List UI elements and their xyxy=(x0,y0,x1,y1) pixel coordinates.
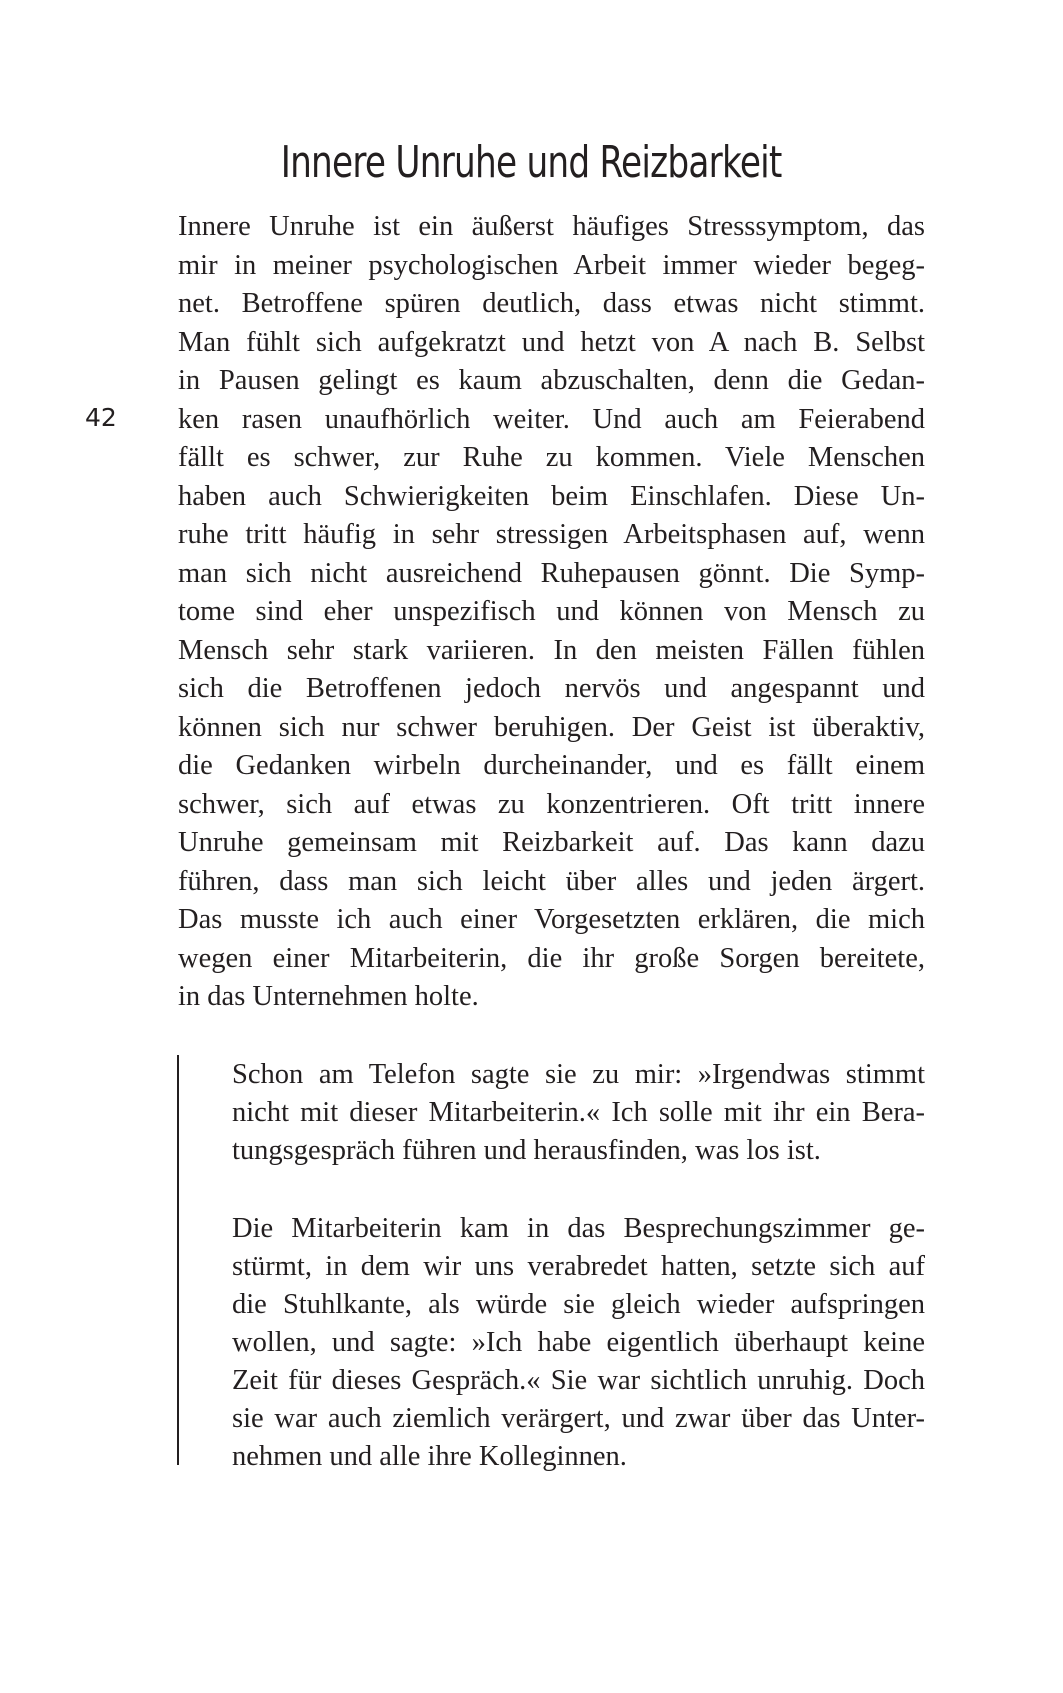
text-line: in das Unternehmen holte. xyxy=(178,981,479,1012)
quote-bar xyxy=(177,1055,179,1465)
quote-paragraph-2 xyxy=(232,1210,925,1476)
text-line: man sich nicht ausreichend Ruhepausen gönnt. Die Symp- xyxy=(178,557,925,589)
quote-line: die Stuhlkante, als würde sie gleich wieder aufspringen xyxy=(232,1289,925,1320)
text-line: net. Betroffene spüren deutlich, dass etwas nicht stimmt. xyxy=(178,288,925,319)
text-line: Mensch sehr stark variieren. In den meisten Fällen fühlen xyxy=(178,634,925,666)
quote-line: nehmen und alle ihre Kolleginnen. xyxy=(232,1441,627,1472)
text-line: tome sind eher unspezifisch und können von Mensch zu xyxy=(178,596,925,627)
text-line: Das musste ich auch einer Vorgesetzten erklären, die mich xyxy=(178,904,925,935)
body-paragraph xyxy=(178,208,925,1017)
quote-line: Zeit für dieses Gespräch.« Sie war sichtlich unruhig. Doch xyxy=(232,1365,925,1396)
chapter-heading: Innere Unruhe und Reizbarkeit xyxy=(280,137,782,188)
quote-line: stürmt, in dem wir uns verabredet hatten, setzte sich auf xyxy=(232,1251,925,1282)
quote-line: nicht mit dieser Mitarbeiterin.« Ich solle mit ihr ein Bera- xyxy=(232,1097,925,1128)
quote-line: sie war auch ziemlich verärgert, und zwar über das Unter- xyxy=(232,1403,925,1434)
text-line: Man fühlt sich aufgekratzt und hetzt von A nach B. Selbst xyxy=(178,326,925,358)
quote-line: wollen, und sagte: »Ich habe eigentlich überhaupt keine xyxy=(232,1327,925,1358)
quote-paragraph-1 xyxy=(232,1056,925,1170)
text-line: wegen einer Mitarbeiterin, die ihr große Sorgen bereitete, xyxy=(178,942,925,974)
quote-line: tungsgespräch führen und herausfinden, was los ist. xyxy=(232,1135,821,1166)
quote-line: Schon am Telefon sagte sie zu mir: »Irgendwas stimmt xyxy=(232,1059,925,1090)
text-line: fällt es schwer, zur Ruhe zu kommen. Viele Menschen xyxy=(178,442,925,473)
text-line: können sich nur schwer beruhigen. Der Geist ist überaktiv, xyxy=(178,711,925,743)
quote-line: Die Mitarbeiterin kam in das Besprechungszimmer ge- xyxy=(232,1213,925,1244)
text-line: führen, dass man sich leicht über alles und jeden ärgert. xyxy=(178,865,925,897)
text-line: Innere Unruhe ist ein äußerst häufiges Stresssymptom, das xyxy=(178,211,925,242)
text-line: Unruhe gemeinsam mit Reizbarkeit auf. Das kann dazu xyxy=(178,827,925,858)
text-line: ken rasen unaufhörlich weiter. Und auch am Feierabend xyxy=(178,403,925,435)
text-line: mir in meiner psychologischen Arbeit immer wieder begeg- xyxy=(178,249,925,281)
text-line: ruhe tritt häufig in sehr stressigen Arbeitsphasen auf, wenn xyxy=(178,519,925,550)
text-line: sich die Betroffenen jedoch nervös und angespannt und xyxy=(178,673,925,704)
text-line: in Pausen gelingt es kaum abzuschalten, denn die Gedan- xyxy=(178,365,925,396)
text-line: die Gedanken wirbeln durcheinander, und es fällt einem xyxy=(178,750,925,781)
page-number: 42 xyxy=(85,403,117,432)
text-line: schwer, sich auf etwas zu konzentrieren. Oft tritt innere xyxy=(178,788,925,820)
text-line: haben auch Schwierigkeiten beim Einschlafen. Diese Un- xyxy=(178,480,925,512)
